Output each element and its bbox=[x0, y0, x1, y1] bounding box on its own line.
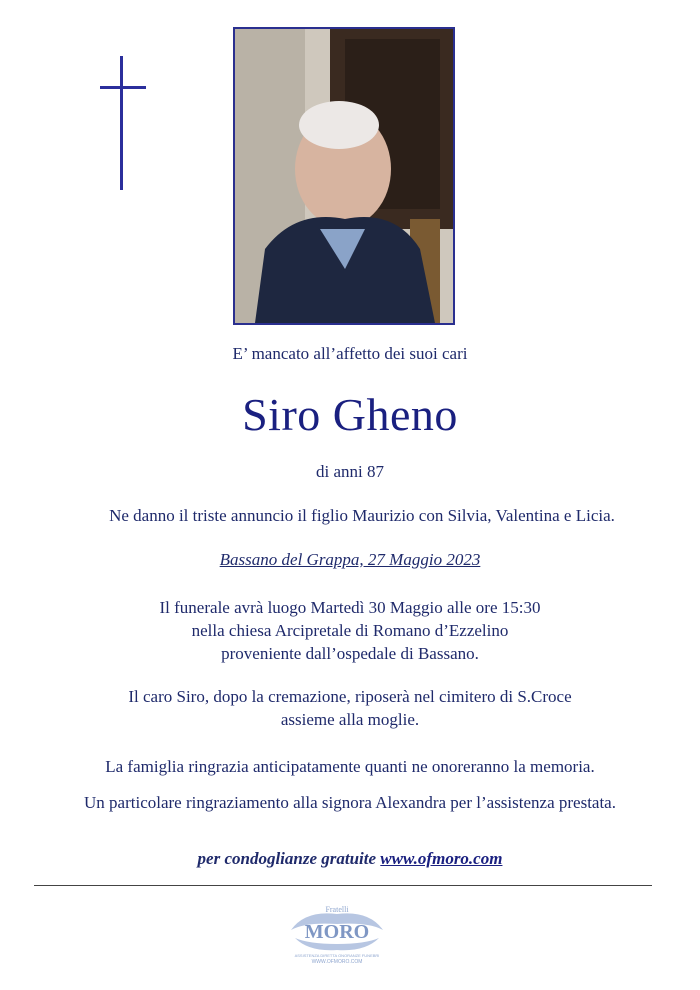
deceased-name: Siro Gheno bbox=[242, 389, 458, 440]
announcement-text: Ne danno il triste annuncio il figlio Maurizio con Silvia, Valentina e Licia. bbox=[109, 506, 615, 525]
thanks-line-2: Un particolare ringraziamento alla signora Alexandra per l’assistenza prestata. bbox=[84, 793, 616, 812]
cross-vertical bbox=[120, 56, 123, 190]
place-date-text: Bassano del Grappa, 27 Maggio 2023 bbox=[219, 550, 481, 569]
place-date bbox=[0, 550, 700, 570]
portrait-photo bbox=[233, 27, 455, 325]
burial-line-2: assieme alla moglie. bbox=[280, 710, 420, 729]
condolences-line bbox=[0, 849, 700, 869]
divider bbox=[34, 885, 652, 886]
condolences-link[interactable]: www.ofmoro.com bbox=[380, 849, 503, 868]
funeral-line-3: proveniente dall’ospedale di Bassano. bbox=[221, 644, 479, 663]
moro-logo bbox=[285, 900, 389, 966]
logo-url: WWW.OFMORO.COM bbox=[311, 959, 363, 965]
condolences-text: per condoglianze gratuite bbox=[197, 849, 377, 868]
cross-icon bbox=[100, 56, 146, 190]
age-text: di anni 87 bbox=[316, 462, 384, 481]
funeral-line-1: Il funerale avrà luogo Martedì 30 Maggio alle ore 15:30 bbox=[159, 598, 541, 617]
logo-top-text: Fratelli bbox=[325, 905, 349, 914]
logo-brand: MORO bbox=[304, 921, 370, 943]
cross-horizontal bbox=[100, 86, 146, 89]
funeral-line-2: nella chiesa Arcipretale di Romano d’Ezzelino bbox=[191, 621, 509, 640]
thanks-line-1: La famiglia ringrazia anticipatamente quanti ne onoreranno la memoria. bbox=[105, 757, 595, 776]
logo-tagline: ASSISTENZA DIRETTA ONORANZE FUNEBRI bbox=[294, 953, 380, 958]
intro-text: E’ mancato all’affetto dei suoi cari bbox=[232, 344, 468, 363]
burial-line-1: Il caro Siro, dopo la cremazione, riposerà nel cimitero di S.Croce bbox=[128, 687, 572, 706]
